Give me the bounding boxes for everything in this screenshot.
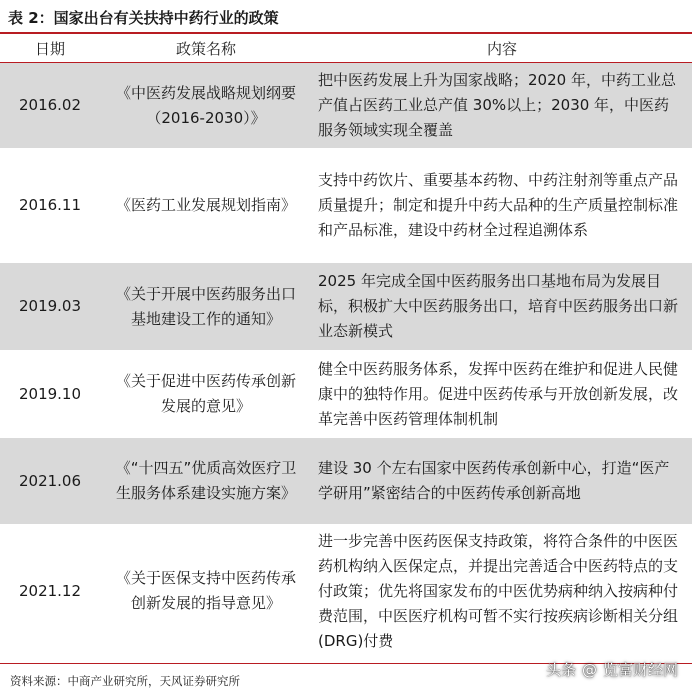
- table-caption: 表 2：国家出台有关扶持中药行业的政策: [8, 9, 279, 27]
- row-date: 2016.11: [0, 149, 100, 263]
- source-note: 资料来源：中商产业研究所，天风证券研究所: [10, 674, 240, 688]
- table-row: [0, 263, 692, 351]
- row-policy-name: 《关于促进中医药传承创新发展的意见》: [100, 351, 312, 438]
- row-content: 健全中医药服务体系，发挥中医药在维护和促进人民健康中的独特作用。促进中医药传承与开放创新发展，改革完善中医药管理体制机制: [312, 351, 692, 438]
- row-content: 支持中药饮片、重要基本药物、中药注射剂等重点产品质量提升；制定和提升中药大品种的生产质量控制标准和产品标准，建设中药材全过程追溯体系: [312, 149, 692, 263]
- row-date: 2021.06: [0, 438, 100, 525]
- row-policy-name: 《关于医保支持中医药传承创新发展的指导意见》: [100, 525, 312, 658]
- watermark-account: 览富财经网: [602, 661, 678, 679]
- table-row: [0, 351, 692, 438]
- table-row: [0, 149, 692, 263]
- table-row: [0, 63, 692, 149]
- header-content: 内容: [312, 34, 692, 63]
- table-row: [0, 438, 692, 525]
- row-policy-name: 《“十四五”优质高效医疗卫生服务体系建设实施方案》: [100, 438, 312, 525]
- header-policy-name: 政策名称: [100, 34, 312, 63]
- row-date: 2021.12: [0, 525, 100, 658]
- row-policy-name: 《关于开展中医药服务出口基地建设工作的通知》: [100, 263, 312, 351]
- table-row: [0, 525, 692, 658]
- row-policy-name: 《中医药发展战略规划纲要（2016-2030）》: [100, 63, 312, 149]
- watermark-platform: 头条: [545, 661, 576, 679]
- row-content: 2025 年完成全国中医药服务出口基地布局为发展目标，积极扩大中医药服务出口，培育中医药服务出口新业态新模式: [312, 263, 692, 351]
- header-date: 日期: [0, 34, 100, 63]
- row-content: 把中医药发展上升为国家战略；2020 年，中药工业总产值占医药工业总产值 30%以上；2030 年，中医药服务领域实现全覆盖: [312, 63, 692, 149]
- watermark-at-icon: @: [581, 660, 597, 679]
- table-header-row: [0, 34, 692, 63]
- row-date: 2019.10: [0, 351, 100, 438]
- watermark: [546, 659, 678, 680]
- row-date: 2016.02: [0, 63, 100, 149]
- policy-table: [0, 34, 692, 658]
- row-policy-name: 《医药工业发展规划指南》: [100, 149, 312, 263]
- row-date: 2019.03: [0, 263, 100, 351]
- row-content: 建设 30 个左右国家中医药传承创新中心，打造“医产学研用”紧密结合的中医药传承创新高地: [312, 438, 692, 525]
- row-content: 进一步完善中医药医保支持政策，将符合条件的中医医药机构纳入医保定点，并提出完善适合中医药特点的支付政策；优先将国家发布的中医优势病种纳入按病种付费范围，中医医疗机构可暂不实行按疾病诊断相关分组(DRG)付费: [312, 525, 692, 658]
